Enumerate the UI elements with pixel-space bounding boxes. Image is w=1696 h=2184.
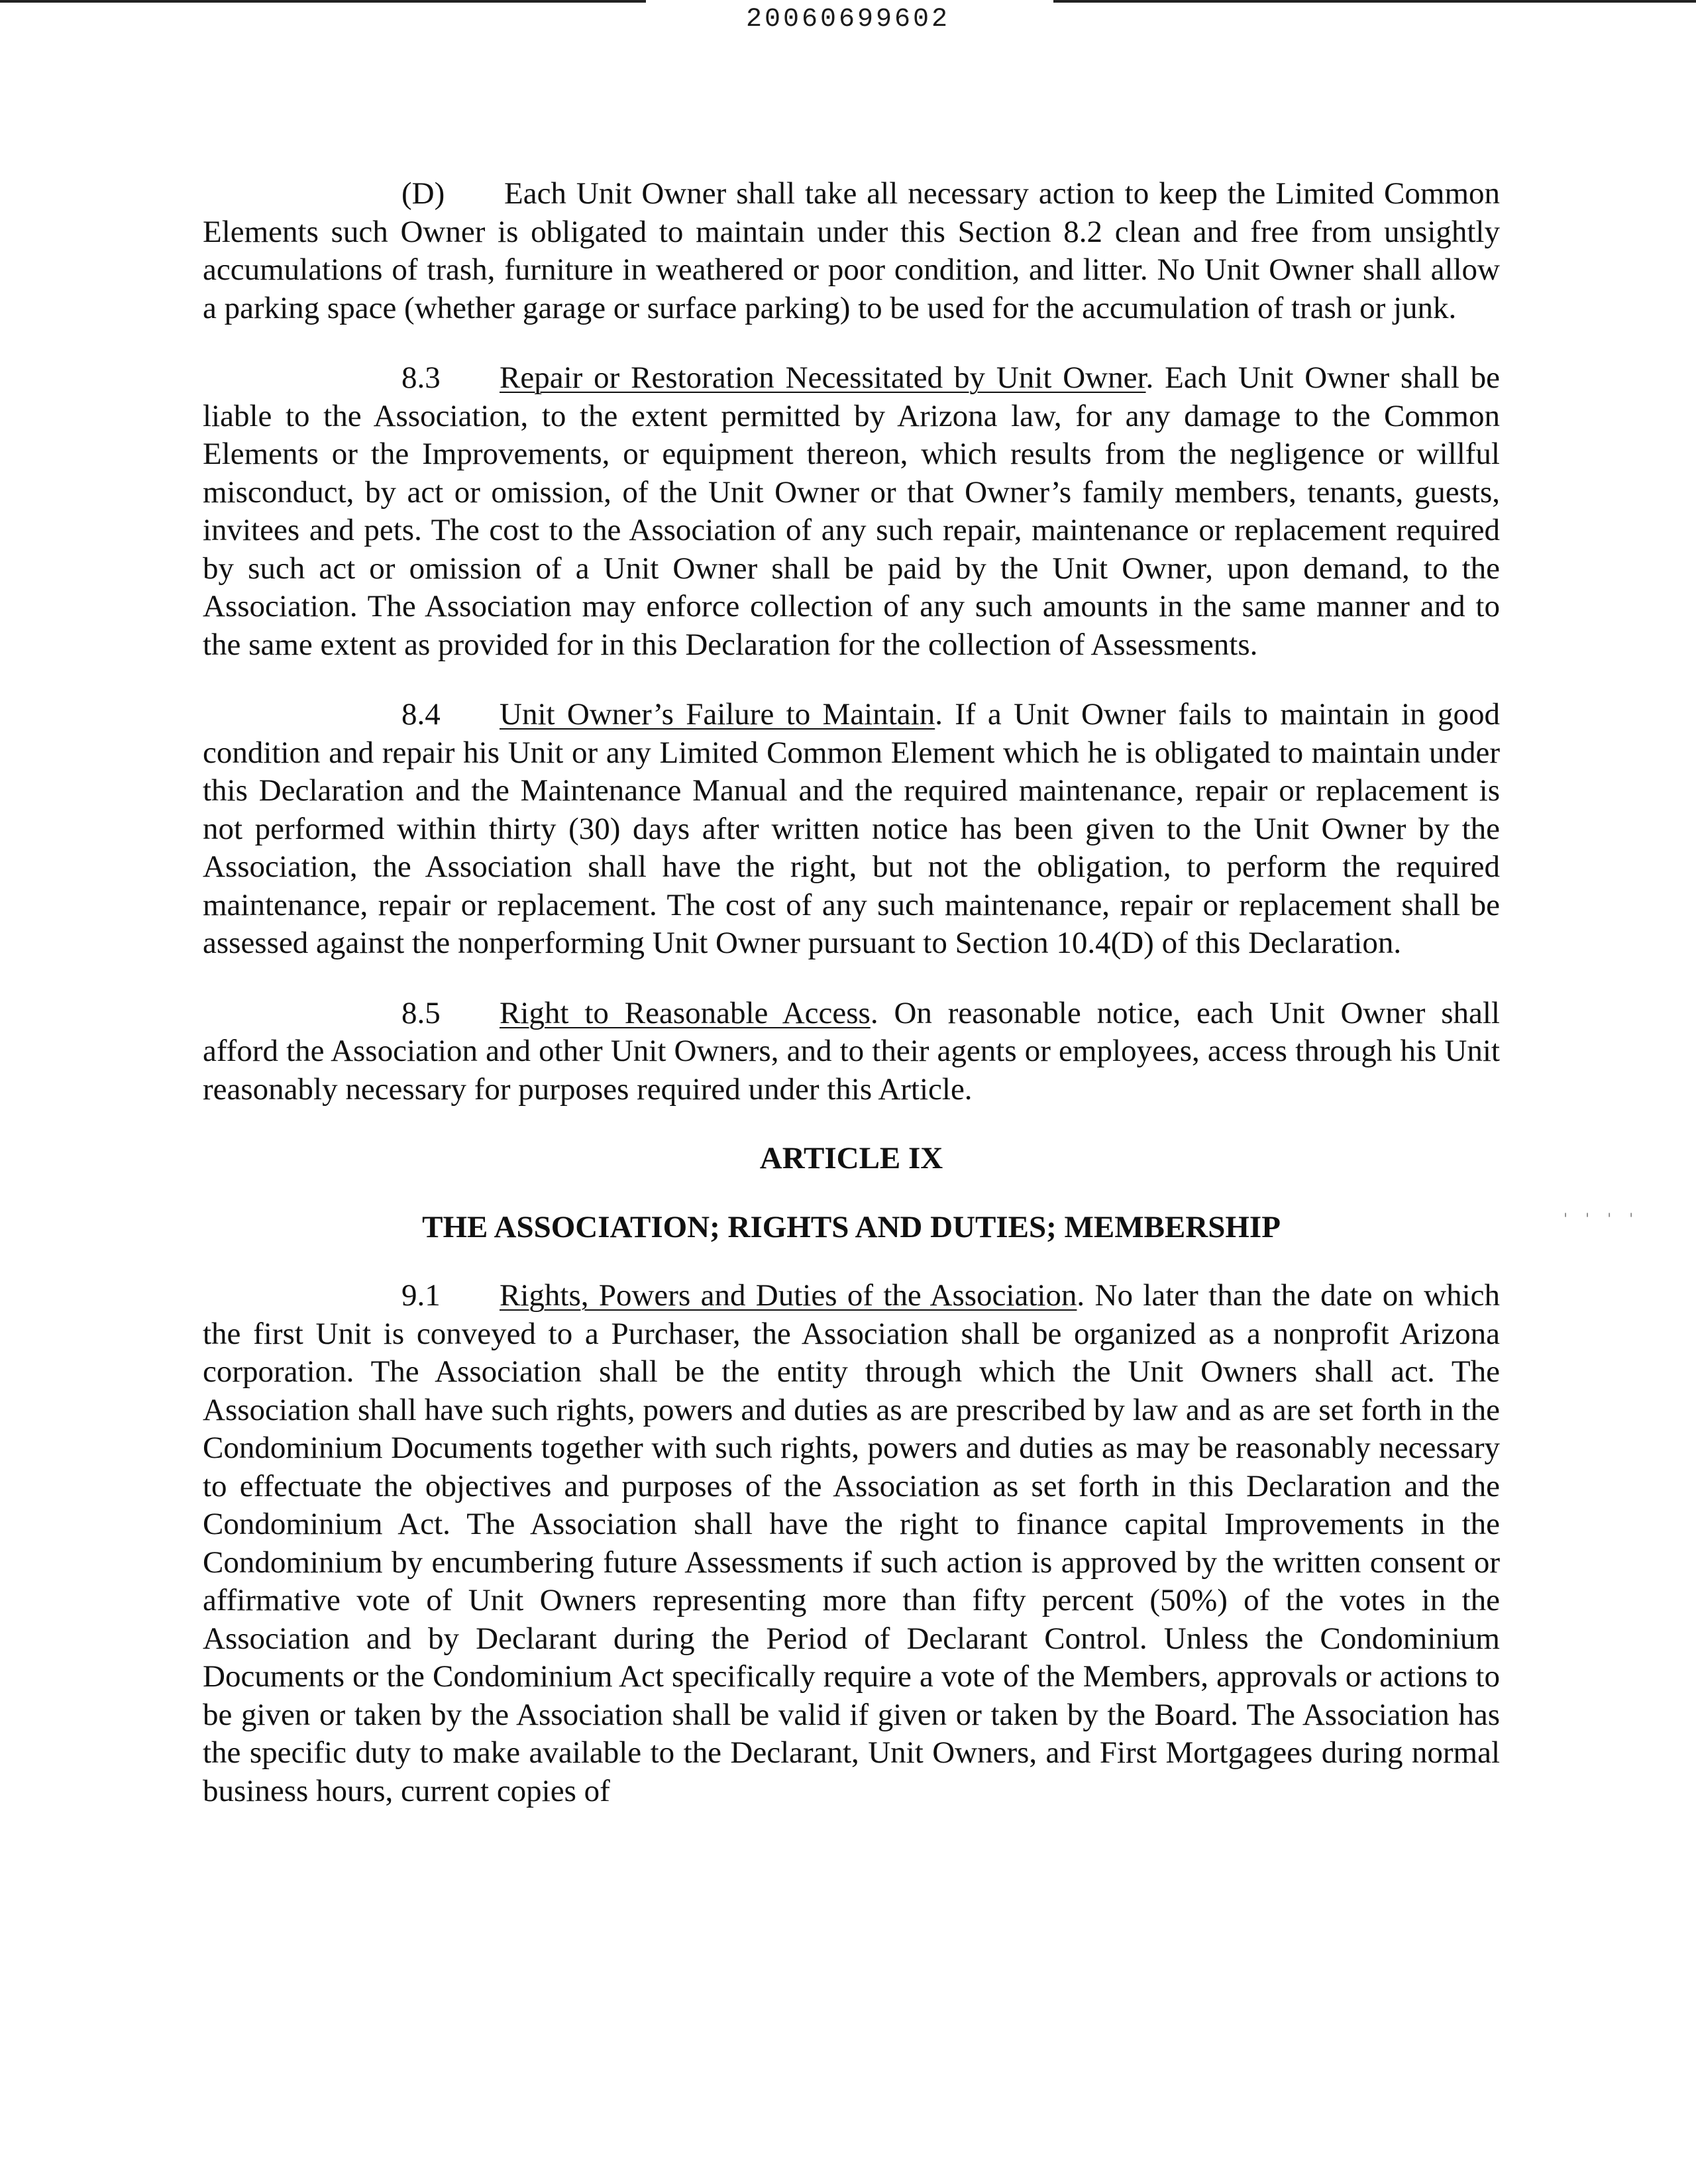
section-8-5 bbox=[203, 995, 1500, 1109]
section-number: 8.5 bbox=[401, 995, 441, 1030]
section-number: 8.3 bbox=[401, 360, 441, 395]
section-text: . If a Unit Owner fails to maintain in good condition and repair his Unit or any Limited Common Element which he is obligated to maintain under this Declaration and the Maintenance Manual and the required maintenance, repair or replacement is not performed within thirty (30) days after written notice has been given to the Unit Owner by the Association, the Association shall have the right, but not the obligation, to perform the required maintenance, repair or replacement. The cost of any such maintenance, repair or replacement shall be assessed against the nonperforming Unit Owner pursuant to Section 10.4(D) of this Declaration. bbox=[203, 697, 1500, 960]
section-number: 8.4 bbox=[401, 697, 441, 732]
scan-marks: ' ' ' ' bbox=[1564, 1211, 1640, 1228]
paragraph-text: Each Unit Owner shall take all necessary action to keep the Limited Common Elements such Owner is obligated to maintain under this Section 8.2 clean and free from unsightly accumulations of trash, furniture in weathered or poor condition, and litter. No Unit Owner shall allow a parking space (whether garage or surface parking) to be used for the accumulation of trash or junk. bbox=[203, 176, 1500, 325]
section-number: 9.1 bbox=[401, 1278, 441, 1313]
article-subtitle: THE ASSOCIATION; RIGHTS AND DUTIES; MEMBERSHIP bbox=[422, 1210, 1281, 1244]
paragraph-d bbox=[203, 175, 1500, 327]
document-body bbox=[203, 175, 1500, 1810]
section-8-4 bbox=[203, 696, 1500, 963]
section-text: . No later than the date on which the first Unit is conveyed to a Purchaser, the Association shall be organized as a nonprofit Arizona corporation. The Association shall be the entity through which the Unit Owners shall act. The Association shall have such rights, powers and duties as are prescribed by law and as are set forth in the Condominium Documents together with such rights, powers and duties as may be reasonably necessary to effectuate the objectives and purposes of the Association as set forth in this Declaration and the Condominium Act. The Association shall have the right to finance capital Improvements in the Condominium by encumbering future Assessments if such action is approved by the written consent or affirmative vote of Unit Owners representing more than fifty percent (50%) of the votes in the Association and by Declarant during the Period of Declarant Control. Unless the Condominium Documents or the Condominium Act specifically require a vote of the Members, approvals or actions to be given or taken by the Association shall be valid if given or taken by the Board. The Association has the specific duty to make available to the Declarant, Unit Owners, and First Mortgagees during normal business hours, current copies of bbox=[203, 1278, 1500, 1808]
section-title: Right to Reasonable Access bbox=[500, 995, 871, 1030]
paragraph-label: (D) bbox=[401, 176, 445, 211]
section-8-3 bbox=[203, 359, 1500, 664]
section-title: Rights, Powers and Duties of the Association bbox=[500, 1278, 1077, 1313]
section-title: Unit Owner’s Failure to Maintain bbox=[500, 697, 935, 732]
section-9-1 bbox=[203, 1277, 1500, 1810]
section-title: Repair or Restoration Necessitated by Unit Owner bbox=[500, 360, 1146, 395]
section-text: . Each Unit Owner shall be liable to the Association, to the extent permitted by Arizona law, for any damage to the Common Elements or the Improvements, or equipment thereon, which results from the negligence or willful misconduct, by act or omission, of the Unit Owner or that Owner’s family members, tenants, guests, invitees and pets. The cost to the Association of any such repair, maintenance or replacement required by such act or omission of a Unit Owner shall be paid by the Unit Owner, upon demand, to the Association. The Association may enforce collection of any such amounts in the same manner and to the same extent as provided for in this Declaration for the collection of Assessments. bbox=[203, 360, 1500, 662]
article-title: ARTICLE IX bbox=[759, 1141, 943, 1175]
section-text: . On reasonable notice, each Unit Owner shall afford the Association and other Unit Owners, and to their agents or employees, access through his Unit reasonably necessary for purposes required under this Article. bbox=[203, 995, 1500, 1107]
document-number: 20060699602 bbox=[745, 5, 951, 34]
